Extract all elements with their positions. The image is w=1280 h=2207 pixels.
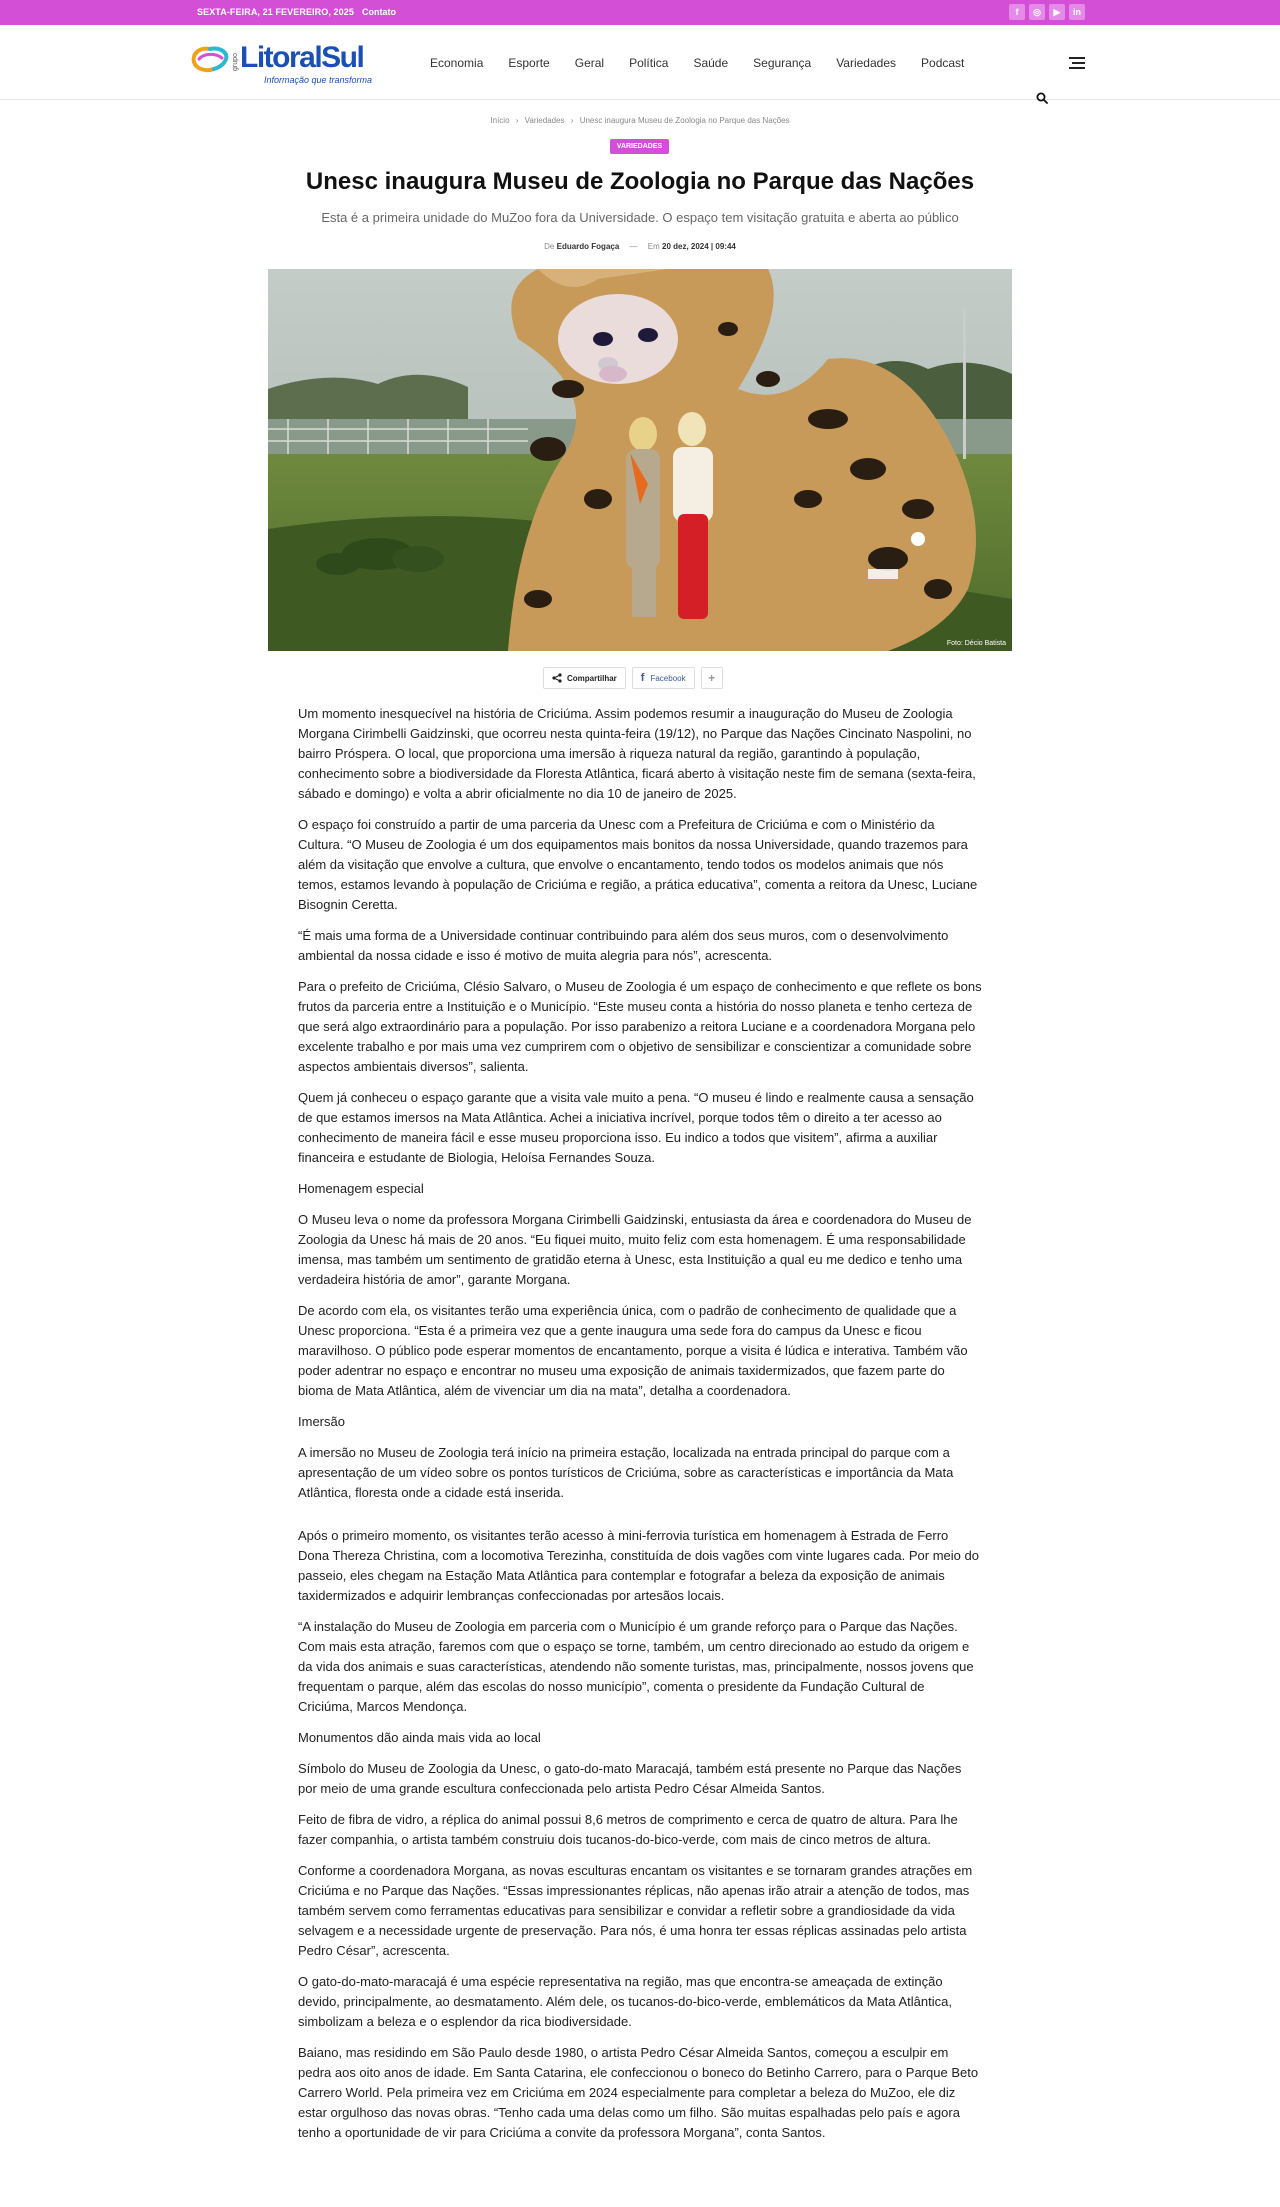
youtube-icon[interactable]: ▶ — [1049, 4, 1065, 20]
breadcrumb — [0, 116, 1280, 125]
nav-variedades[interactable]: Variedades — [836, 56, 897, 70]
breadcrumb-current: Unesc inaugura Museu de Zoologia no Parque das Nações — [579, 116, 790, 125]
article-body — [298, 704, 982, 2154]
nav-podcast[interactable]: Podcast — [921, 56, 965, 70]
article-meta — [0, 242, 1280, 251]
main-nav — [430, 56, 989, 70]
paragraph: Um momento inesquecível na história de Criciúma. Assim podemos resumir a inauguração do Museu de Zoologia Morgana Cirimbelli Gaidzinski, que ocorreu nesta quinta-feira (19/12), no Parque das Nações Cincinato Naspolini, no bairro Próspera. O local, que proporciona uma imersão à riqueza natural da região, garantindo à população, conhecimento sobre a biodiversidade da Floresta Atlântica, ficará aberto à visitação neste fim de semana (sexta-feira, sábado e domingo) e volta a abrir oficialmente no dia 10 de janeiro de 2025. — [298, 706, 976, 801]
paragraph: O espaço foi construído a partir de uma parceria da Unesc com a Prefeitura de Criciúma e com o Ministério da Cultura. “O Museu de Zoologia é um dos equipamentos mais bonitos da nossa Universidade, quando trazemos para além da visitação que envolve a cultura, que envolve o encantamento, tendo todos os modelos animais que nós temos, estamos levando à população de Criciúma e região, a prática educativa”, comenta a reitora da Unesc, Luciane Bisognin Ceretta. — [298, 817, 978, 912]
paragraph: A imersão no Museu de Zoologia terá início na primeira estação, localizada na entrada principal do parque com a apresentação de um vídeo sobre os pontos turísticos de Criciúma, sobre as características e importância da Mata Atlântica, floresta onde a cidade está inserida. — [298, 1445, 954, 1500]
search-icon[interactable] — [1036, 92, 1048, 104]
by-label: De — [544, 242, 555, 251]
nav-seguranca[interactable]: Segurança — [753, 56, 812, 70]
share-bar — [543, 667, 723, 689]
article-subtitle: Esta é a primeira unidade do MuZoo fora da Universidade. O espaço tem visitação gratuita e aberta ao público — [321, 210, 959, 225]
paragraph: “A instalação do Museu de Zoologia em parceria com o Município é um grande reforço para o Parque das Nações. Com mais esta atração, faremos com que o espaço se torne, também, um centro direcionado ao estudo da origem e da vida dos animais e suas características, atendendo não somente turistas, mas, principalmente, nossos jovens que frequentam o parque, além das escolas do nosso município”, comenta o presidente da Fundação Cultural de Criciúma, Marcos Mendonça. — [298, 1619, 974, 1714]
paragraph: “É mais uma forma de a Universidade continuar contribuindo para além dos seus muros, com o desenvolvimento ambiental da nossa cidade e isso é motivo de muita alegria para nós”, acrescenta. — [298, 928, 949, 963]
social-links — [1009, 4, 1085, 20]
site-logo[interactable] — [190, 41, 400, 85]
site-header — [0, 25, 1280, 100]
on-label: Em — [647, 242, 660, 251]
current-date: SEXTA-FEIRA, 21 FEVEREIRO, 2025 — [197, 7, 354, 17]
breadcrumb-category[interactable]: Variedades — [524, 116, 565, 125]
linkedin-icon[interactable]: in — [1069, 4, 1085, 20]
logo-group-text: grupo — [232, 53, 239, 71]
nav-saude[interactable]: Saúde — [693, 56, 729, 70]
logo-tagline: Informação que transforma — [264, 75, 373, 85]
publish-date: 20 dez, 2024 | 09:44 — [662, 242, 736, 251]
photo-credit: Foto: Décio Batista — [946, 640, 1006, 647]
paragraph: Feito de fibra de vidro, a réplica do animal possui 8,6 metros de comprimento e cerca de quatro de altura. Para lhe fazer companhia, o artista também construiu dois tucanos-do-bico-verde, com mais de cinco metros de altura. — [298, 1812, 958, 1847]
paragraph: Símbolo do Museu de Zoologia da Unesc, o gato-do-mato Maracajá, também está presente no Parque das Nações por meio de uma grande escultura confeccionada pelo artista Pedro César Almeida Santos. — [298, 1761, 962, 1796]
category-badge[interactable]: VARIEDADES — [610, 139, 669, 154]
paragraph: O Museu leva o nome da professora Morgana Cirimbelli Gaidzinski, entusiasta da área e coordenadora do Museu de Zoologia da Unesc há mais de 20 anos. “Eu fiquei muito, muito feliz com esta homenagem. É uma responsabilidade imensa, mas também um sentimento de gratidão eterna à Unesc, esta Instituição a qual eu me dedico e tenho uma verdadeira história de amor”, garante Morgana. — [298, 1212, 972, 1287]
nav-economia[interactable]: Economia — [430, 56, 484, 70]
logo-ring-icon — [190, 45, 230, 75]
section-heading: Monumentos dão ainda mais vida ao local — [298, 1730, 541, 1745]
author-link[interactable]: Eduardo Fogaça — [556, 242, 620, 251]
paragraph: O gato-do-mato-maracajá é uma espécie representativa na região, mas que encontra-se ameaçada de extinção devido, principalmente, ao desmatamento. Além dele, os tucanos-do-bico-verde, emblemáticos da Mata Atlântica, simbolizam a beleza e o esplendor da rica biodiversidade. — [298, 1974, 952, 2029]
hero-image — [268, 269, 1012, 651]
facebook-icon: f — [640, 672, 645, 684]
share-button[interactable] — [543, 667, 626, 689]
nav-geral[interactable]: Geral — [574, 56, 605, 70]
breadcrumb-separator: › — [570, 116, 574, 125]
breadcrumb-home[interactable]: Início — [490, 116, 510, 125]
logo-brand: LitoralSul — [240, 41, 364, 74]
nav-esporte[interactable]: Esporte — [508, 56, 550, 70]
share-icon — [552, 673, 562, 683]
breadcrumb-separator: › — [515, 116, 519, 125]
nav-politica[interactable]: Política — [629, 56, 669, 70]
section-heading: Imersão — [298, 1414, 345, 1429]
contact-link[interactable]: Contato — [362, 7, 396, 17]
instagram-icon[interactable]: ◎ — [1029, 4, 1045, 20]
paragraph: Quem já conheceu o espaço garante que a visita vale muito a pena. “O museu é lindo e realmente causa a sensação de que estamos imersos na Mata Atlântica. Achei a iniciativa incrível, porque todos têm o direito a ter acesso ao conhecimento de maneira fácil e esse museu proporciona isso. Eu indico a todos que visitem”, afirma a auxiliar financeira e estudante de Biologia, Heloísa Fernandes Souza. — [298, 1090, 974, 1165]
facebook-label: Facebook — [650, 673, 686, 683]
article-title: Unesc inaugura Museu de Zoologia no Parque das Nações — [305, 168, 975, 195]
paragraph: Conforme a coordenadora Morgana, as novas esculturas encantam os visitantes e se tornaram grandes atrações em Criciúma e no Parque das Nações. “Essas impressionantes réplicas, não apenas irão atrair a atenção de todos, mas também servem como ferramentas educativas para sensibilizar e convidar a refletir sobre a grandiosidade da vida selvagem e a necessidade urgente de preservação. Para nós, é uma honra ter essas réplicas assinadas pelo artista Pedro César”, acrescenta. — [298, 1863, 973, 1958]
top-bar — [0, 0, 1280, 25]
menu-icon[interactable] — [1069, 57, 1085, 69]
paragraph: De acordo com ela, os visitantes terão uma experiência única, com o padrão de conhecimento de qualidade que a Unesc proporciona. “Esta é a primeira vez que a gente inaugura uma sede fora do campus da Unesc e ficou maravilhoso. O público pode esperar momentos de encantamento, porque a visita é lúdica e interativa. Também vão poder adentrar no espaço e encontrar no museu uma exposição de animais taxidermizados, que fazem parte do bioma de Mata Atlântica, além de vivenciar um dia na mata”, detalha a coordenadora. — [298, 1303, 968, 1398]
hero-photo — [268, 269, 1012, 651]
facebook-icon[interactable]: f — [1009, 4, 1025, 20]
facebook-share-button[interactable] — [632, 667, 695, 689]
paragraph: Após o primeiro momento, os visitantes terão acesso à mini-ferrovia turística em homenagem à Estrada de Ferro Dona Thereza Christina, com a locomotiva Terezinha, constituída de dois vagões com vinte lugares cada. Por meio do passeio, eles chegam na Estação Mata Atlântica para contemplar e fotografar a beleza da exposição de animais taxidermizados e adquirir lembranças confeccionadas por artesãos locais. — [298, 1528, 979, 1603]
more-share-button[interactable]: + — [701, 667, 723, 689]
paragraph: Para o prefeito de Criciúma, Clésio Salvaro, o Museu de Zoologia é um espaço de conhecimento e que reflete os bons frutos da parceria entre a Instituição e o Município. “Este museu conta a história do nosso planeta e tenho certeza de que será algo extraordinário para a população. Por isso parabenizo a reitora Luciane e a coordenadora Morgana pelo excelente trabalho e por mais uma vez cumprirem com o objetivo de sensibilizar e conscientizar a comunidade sobre aspectos ambientais diversos”, salienta. — [298, 979, 982, 1074]
share-label: Compartilhar — [567, 673, 617, 683]
paragraph: Baiano, mas residindo em São Paulo desde 1980, o artista Pedro César Almeida Santos, começou a esculpir em pedra aos oito anos de idade. Em Santa Catarina, ele confeccionou o boneco do Betinho Carrero, para o Parque Beto Carrero World. Pela primeira vez em Criciúma em 2024 especialmente para completar a beleza do MuZoo, ele diz estar orgulhoso das novas obras. “Tenho cada uma delas como um filho. São muitas espalhadas pelo país e agora tenho a oportunidade de vir para Criciúma a convite da professora Morgana”, conta Santos. — [298, 2045, 979, 2140]
meta-separator: — — [629, 242, 638, 251]
section-heading: Homenagem especial — [298, 1181, 424, 1196]
